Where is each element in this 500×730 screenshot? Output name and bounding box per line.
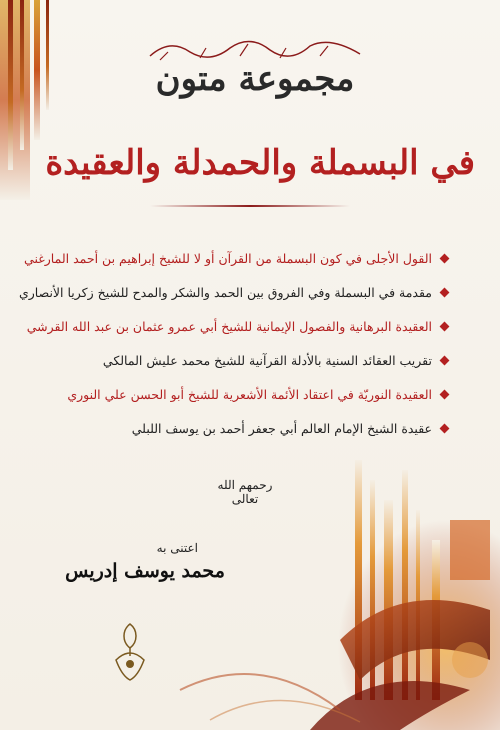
list-item (26, 318, 450, 335)
editor-label: اعتنى به (156, 541, 198, 555)
work-title: العقيدة النوريّة في اعتقاد الأئمة الأشعرية للشيخ أبو الحسن علي النوري (67, 387, 432, 402)
diamond-bullet-icon (440, 322, 450, 332)
mercy-phrase: رحمهم الله تعالى (217, 478, 273, 506)
main-title: في البسملة والحمدلة والعقيدة (45, 143, 475, 183)
work-title: مقدمة في البسملة وفي الفروق بين الحمد والشكر والمدح للشيخ زكريا الأنصاري (18, 285, 432, 300)
list-item (60, 352, 450, 369)
work-title: العقيدة البرهانية والفصول الإيمانية للشيخ أبي عمرو عثمان بن عبد الله القرشي (26, 319, 432, 334)
diamond-bullet-icon (440, 254, 450, 264)
calligraphy-artwork (170, 460, 500, 730)
diamond-bullet-icon (440, 390, 450, 400)
series-title: مجموعة متون (155, 59, 355, 99)
editor-name: محمد يوسف إدريس (65, 560, 225, 582)
diamond-bullet-icon (440, 288, 450, 298)
list-item (18, 284, 450, 301)
diamond-bullet-icon (440, 424, 450, 434)
publisher-logo-icon (108, 620, 152, 684)
work-title: تقريب العقائد السنية بالأدلة القرآنية للشيخ محمد عليش المالكي (102, 353, 432, 368)
work-title: القول الأجلى في كون البسملة من القرآن أو لا للشيخ إبراهيم بن أحمد المارغني (24, 251, 432, 266)
title-divider (150, 205, 350, 207)
work-title: عقيدة الشيخ الإمام العالم أبي جعفر أحمد بن يوسف اللبلي (131, 421, 432, 436)
list-item (24, 250, 450, 267)
diamond-bullet-icon (440, 356, 450, 366)
list-item (60, 386, 450, 403)
works-list (18, 250, 450, 454)
list-item (60, 420, 450, 437)
